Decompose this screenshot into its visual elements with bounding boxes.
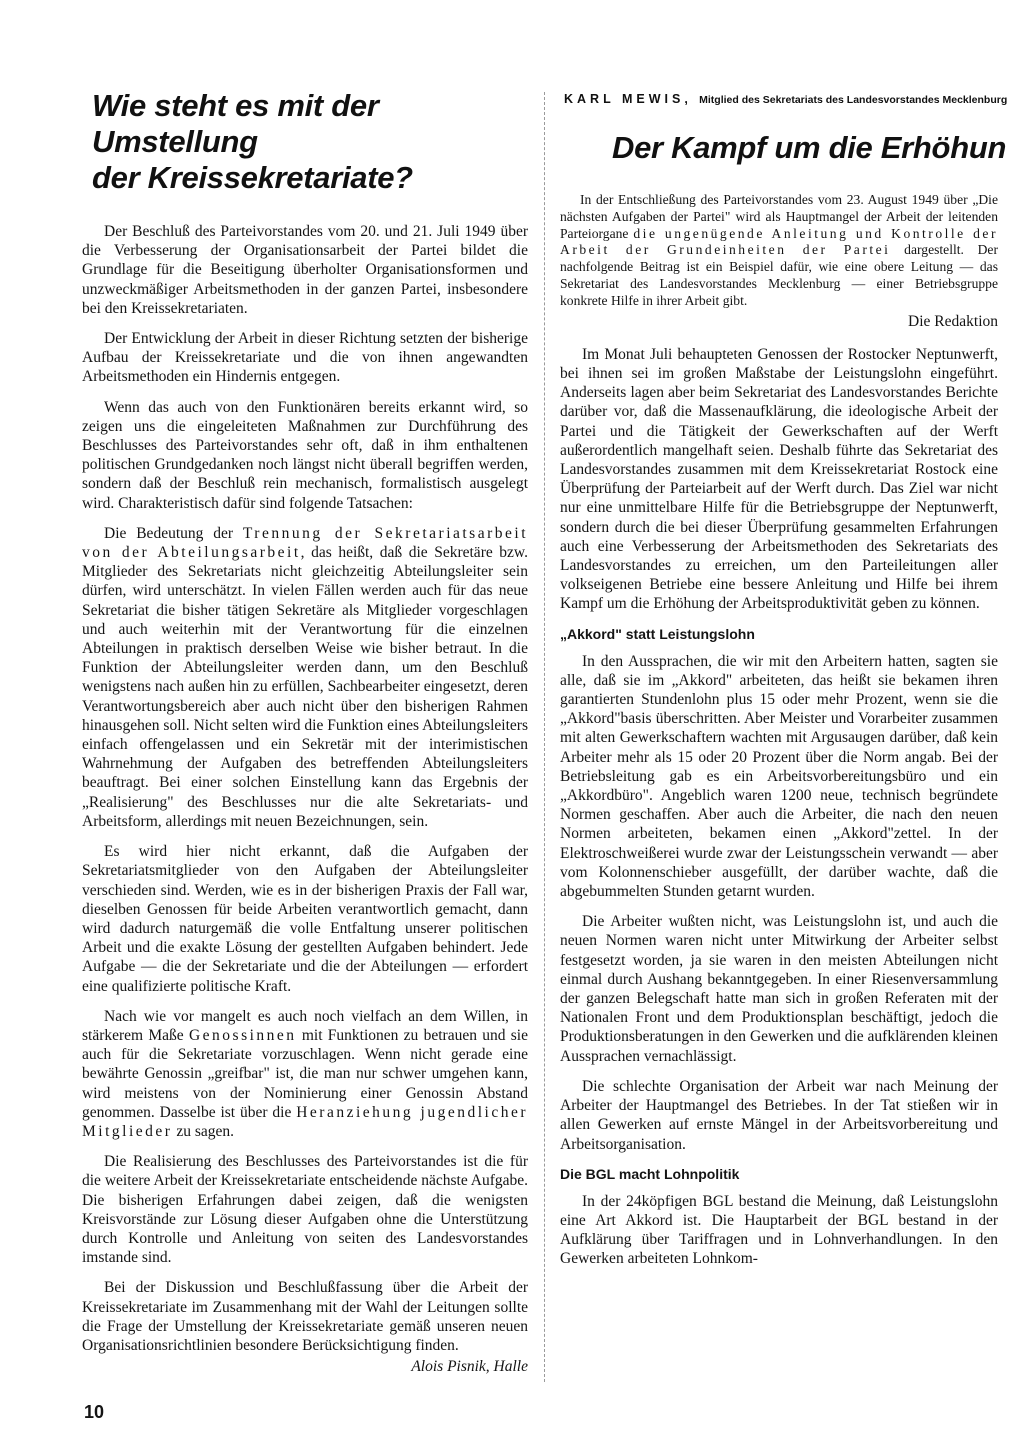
left-p4-emphasis: Trennung der Sekretariatsarbeit von der Abteilungsarbeit <box>82 524 528 562</box>
left-paragraph-6 <box>82 1007 528 1141</box>
right-headline: Der Kampf um die Erhöhun <box>612 130 1007 165</box>
intro-text-a: In der Entschließung des Parteivorstandes vom 23. August 1949 über „Die nächsten Aufgaben der Partei" wird als Hauptmangel der Arbeit der leitenden Parteiorgane <box>560 192 998 241</box>
left-headline-line-2: der Kreissekretariate? <box>92 160 413 195</box>
editorial-intro <box>560 192 998 331</box>
left-headline <box>92 88 528 196</box>
page-number: 10 <box>84 1402 105 1422</box>
intro-text-c: dargestellt. Der nachfolgende Beitrag ist ein Beispiel dafür, wie eine obere Leitung — das Sekretariat des Landesvorstandes Mecklenburg — einer Betriebsgruppe konkrete Hilfe in ihrer Arbeit gibt. <box>560 242 998 308</box>
left-p6-text-c: mit Funktionen zu betrauen und sie auch für die Sekretariate vorzuschlagen. Wenn nicht gerade eine bewährte Genossin „greifbar" ist, die man nur schwer umgehen kann, wird meistens von der Nominierung einer Genossin Abstand genommen. Dasselbe ist über die <box>82 1026 528 1121</box>
left-paragraph-1: Der Beschluß des Parteivorstandes vom 20. und 21. Juli 1949 über die Verbesserung der Organisationsarbeit der Partei bildet die Grundlage für die Beseitigung überholter Organisationsformen und unzweckmäßiger Arbeitsmethoden in der ganzen Partei, insbesondere bei den Kreissekretariaten. <box>82 223 528 317</box>
left-p6-emphasis-2: Heranziehung jugendlicher Mitglieder <box>82 1103 528 1140</box>
column-divider <box>544 92 545 1382</box>
author-role: Mitglied des Sekretariats des Landesvorstandes Mecklenburg <box>699 94 1008 106</box>
right-paragraph-5: In der 24köpfigen BGL bestand die Meinung, daß Leistungslohn eine Art Akkord ist. Die Hauptarbeit der BGL bestand in der Aufklärung über Tariffragen und in Lohnverhandlungen. In den Gewerken arbeiteten Lohnkom- <box>560 1192 998 1268</box>
author-name: KARL MEWIS, <box>564 92 692 106</box>
right-paragraph-2: In den Aussprachen, die wir mit den Arbeitern hatten, sagten sie alle, daß sie im „Akkord" arbeiteten, das heißt sie bekamen ihren garantierten Stundenlohn plus 15 oder mehr Prozent, wenn sie die „Akkord"basis überschritten. Aber Meister und Vorarbeiter zusammen mit alten Gewerkschaftern wachten mit Argusaugen darüber, daß kein Arbeiter mehr als 15 oder 20 Prozent über die Norm angab. Bei der Betriebsleitung gab es ein Arbeitsvorbereitungsbüro und ein „Akkordbüro". Angeblich waren 1200 neue, technisch begründete Normen geschaffen. Aber auch die Arbeiter, die nach den neuen Normen arbeiteten, bekamen einen „Akkord"zettel. In der Elektroschweißerei wurde zwar der Leistungsschein verwandt — aber vom Kolonnenschieber ausgefüllt, der darüber wachte, daß die abgebummelten Stunden getarnt wurden. <box>560 652 998 901</box>
left-signature: Alois Pisnik, Halle <box>411 1358 528 1376</box>
intro-signature: Die Redaktion <box>908 312 998 330</box>
right-paragraph-1: Im Monat Juli behaupteten Genossen der Rostocker Neptunwerft, bei ihnen sei im großen Maßstabe der Leistungslohn eingeführt. Anderseits lagen aber beim Sekretariat des Landesvorstandes Berichte darüber vor, daß die Massenaufklärung, die ideologische Arbeit der Partei und die Tätigkeit der Gewerkschaften auf der Werft außerordentlich mangelhaft seien. Deshalb führte das Sekretariat des Landesvorstandes zusammen mit dem Kreissekretariat Rostock eine Überprüfung der Parteiarbeit auf der Werft durch. Das Ziel war nicht nur eine unmittelbare Hilfe für die Betriebsgruppe der Neptunwerft, sondern durch die bei dieser Überprüfung gesammelten Erfahrungen auch eine Verbesserung der Arbeitsmethoden des Sekretariats des Landesvorstandes zu erreichen, um den Parteileitungen aller volkseigenen Betriebe eine bessere Anleitung und Hilfe bei ihrem Kampf um die Erhöhung der Arbeitsproduktivität geben zu können. <box>560 345 998 613</box>
left-headline-line-1: Wie steht es mit der Umstellung <box>92 88 379 159</box>
left-paragraph-8: Bei der Diskussion und Beschlußfassung über die Arbeit der Kreissekretariate im Zusammenhang mit der Wahl der Leitungen sollte die Frage der Umstellung der Kreissekretariate gemäß unseren neuen Organisationsrichtlinien besondere Berücksichtigung finden. <box>82 1279 528 1354</box>
left-p4-text-c: , das heißt, daß die Sekretäre bzw. Mitglieder des Sekretariats nicht gleichzeitig Abteilungsleiter sein dürfen, wird unterschätzt. In vielen Fällen werden auch für das neue Sekretariat die bisher tätigen Sekretäre als Mitglieder vorgeschlagen und auch weiterhin mit der Verantwortung für die einzelnen Abteilungen in praktisch derselben Weise wie bisher betraut. In die Funktion der Abteilungsleiter werden dann, um den Beschluß wenigstens nach außen hin zu erfüllen, Sachbearbeiter eingesetzt, deren Verantwortungsbereich aber auch nicht über den bisherigen Rahmen hinausgehen soll. Nicht selten wird die Funktion eines Abteilungsleiters einfach offengelassen und ein Sekretär mit der interimistischen Wahrnehmung der Aufgaben des betreffenden Abteilungsleiters beauftragt. Bei einer solchen Einstellung kann das Ergebnis der „Realisierung" des Beschlusses nur die alte Sekretariats- und Arbeitsform, allerdings mit neuen Bezeichnungen, sein. <box>82 544 528 830</box>
left-article <box>82 88 528 1376</box>
right-paragraph-3: Die Arbeiter wußten nicht, was Leistungslohn ist, und auch die neuen Normen waren nicht unter Mitwirkung der Arbeiter selbst festgesetzt worden, ja sie waren in den meisten Abteilungen nicht einmal durch Aushang bekanntgegeben. In einer Riesenversammlung der ganzen Belegschaft hatte man sich in großen Referaten mit der Nationalen Front und dem Produktionsplan beschäftigt, jedoch die Produktionsberatungen in den Gewerken und die aufklärenden kleinen Aussprachen vernachlässigt. <box>560 913 998 1065</box>
left-paragraph-4 <box>82 524 528 831</box>
left-paragraph-7: Die Realisierung des Beschlusses des Parteivorstandes ist die für die weitere Arbeit der Kreissekretariate entscheidende nächste Aufgabe. Die bisherigen Erfahrungen dabei zeigen, daß die wenigsten Kreisvorstände zur Lösung dieser Aufgaben ohne die Unterstützung durch Kontrolle und Anleitung von seiten des Landesvorstandes imstande sind. <box>82 1153 528 1267</box>
subheading-bgl: Die BGL macht Lohnpolitik <box>560 1165 740 1182</box>
intro-text <box>560 192 998 310</box>
left-p6-text-e: zu sagen. <box>172 1122 234 1140</box>
right-article <box>560 88 1008 1280</box>
left-paragraph-5: Es wird hier nicht erkannt, daß die Aufgaben der Sekretariatsmitglieder von den Aufgaben der Abteilungsleiter verschieden sind. Werden, wie es in der bisherigen Praxis der Fall war, dieselben Genossen für beide Arbeiten verantwortlich gemacht, dann wird dadurch naturgemäß die volle Entfaltung unserer politischen Arbeit und die exakte Lösung der gestellten Aufgaben behindert. Jede Aufgabe — die der Sekretariate und die der Abteilungen — erfordert eine qualifizierte politische Kraft. <box>82 843 528 995</box>
intro-emphasis: die ungenügende Anleitung und Kontrolle der Arbeit der Grundeinheiten der Partei <box>560 225 998 258</box>
left-paragraph-2: Der Entwicklung der Arbeit in dieser Richtung setzten der bisherige Aufbau der Kreissekretariate und die von ihnen angewandten Arbeitsmethoden ein Hindernis entgegen. <box>82 330 528 386</box>
left-paragraph-3: Wenn das auch von den Funktionären bereits erkannt wird, so zeigen uns die eingeleiteten Maßnahmen zur Durchführung des Beschlusses des Parteivorstandes sehr oft, daß in ihm enthaltenen politischen Grundgedanken noch längst nicht überall begriffen werden, sondern daß der Beschluß rein mechanisch, formalistisch ausgelegt wird. Charakteristisch dafür sind folgende Tatsachen: <box>82 398 528 512</box>
right-paragraph-4: Die schlechte Organisation der Arbeit war nach Meinung der Arbeiter der Hauptmangel des Betriebes. In der Tat stießen wir in allen Gewerken auf ernste Mängel in der Arbeitsvorbereitung und Arbeitsorganisation. <box>560 1077 998 1153</box>
author-byline <box>564 92 1008 106</box>
subheading-akkord: „Akkord" statt Leistungslohn <box>560 625 755 642</box>
left-p6-text-a: Nach wie vor mangelt es auch noch vielfach an dem Willen, in stärkerem Maße <box>82 1007 528 1044</box>
left-p6-emphasis-1: Genossinnen <box>188 1026 297 1044</box>
left-p4-text-a: Die Bedeutung der <box>104 524 243 542</box>
